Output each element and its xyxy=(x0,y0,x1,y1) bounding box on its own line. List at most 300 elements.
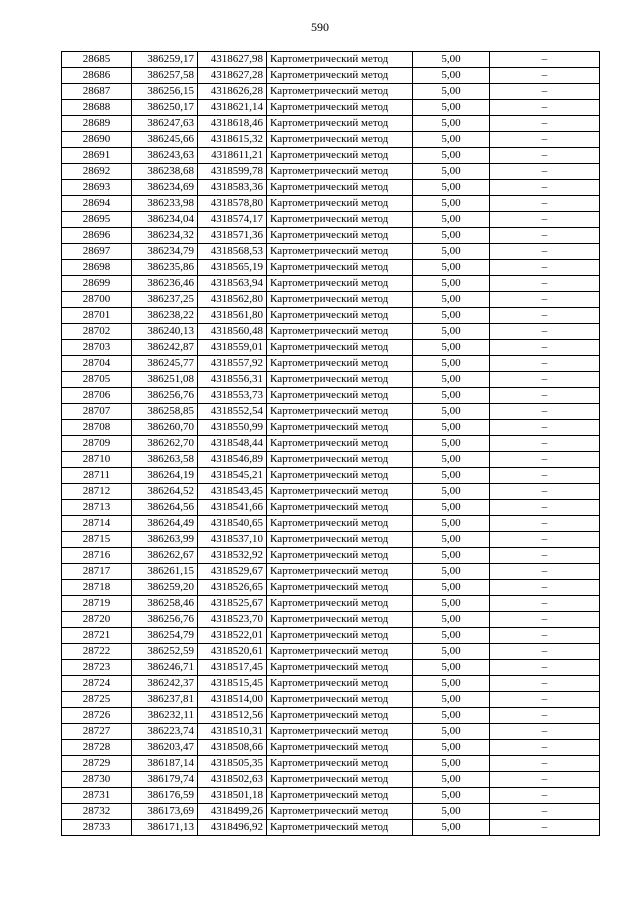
point-number-cell: 28692 xyxy=(62,164,132,180)
method-cell: Картометрический метод xyxy=(267,612,413,628)
table-row xyxy=(62,820,600,836)
method-cell: Картометрический метод xyxy=(267,116,413,132)
accuracy-cell: 5,00 xyxy=(413,468,490,484)
point-number-cell: 28700 xyxy=(62,292,132,308)
table-row xyxy=(62,308,600,324)
x-coordinate-cell: 386171,13 xyxy=(132,820,198,836)
accuracy-cell: 5,00 xyxy=(413,404,490,420)
table-row xyxy=(62,772,600,788)
table-row xyxy=(62,708,600,724)
table-row xyxy=(62,276,600,292)
table-row xyxy=(62,804,600,820)
table-row xyxy=(62,692,600,708)
y-coordinate-cell: 4318499,26 xyxy=(198,804,267,820)
y-coordinate-cell: 4318501,18 xyxy=(198,788,267,804)
table-row xyxy=(62,612,600,628)
point-number-cell: 28730 xyxy=(62,772,132,788)
note-cell: – xyxy=(490,164,600,180)
method-cell: Картометрический метод xyxy=(267,452,413,468)
y-coordinate-cell: 4318514,00 xyxy=(198,692,267,708)
method-cell: Картометрический метод xyxy=(267,372,413,388)
accuracy-cell: 5,00 xyxy=(413,372,490,388)
table-row xyxy=(62,132,600,148)
accuracy-cell: 5,00 xyxy=(413,52,490,68)
point-number-cell: 28710 xyxy=(62,452,132,468)
x-coordinate-cell: 386223,74 xyxy=(132,724,198,740)
point-number-cell: 28725 xyxy=(62,692,132,708)
point-number-cell: 28717 xyxy=(62,564,132,580)
method-cell: Картометрический метод xyxy=(267,420,413,436)
x-coordinate-cell: 386258,85 xyxy=(132,404,198,420)
point-number-cell: 28686 xyxy=(62,68,132,84)
y-coordinate-cell: 4318522,01 xyxy=(198,628,267,644)
accuracy-cell: 5,00 xyxy=(413,324,490,340)
y-coordinate-cell: 4318517,45 xyxy=(198,660,267,676)
y-coordinate-cell: 4318627,28 xyxy=(198,68,267,84)
accuracy-cell: 5,00 xyxy=(413,356,490,372)
x-coordinate-cell: 386242,87 xyxy=(132,340,198,356)
x-coordinate-cell: 386260,70 xyxy=(132,420,198,436)
table-row xyxy=(62,180,600,196)
method-cell: Картометрический метод xyxy=(267,180,413,196)
table-row xyxy=(62,148,600,164)
note-cell: – xyxy=(490,84,600,100)
point-number-cell: 28731 xyxy=(62,788,132,804)
y-coordinate-cell: 4318599,78 xyxy=(198,164,267,180)
x-coordinate-cell: 386256,76 xyxy=(132,388,198,404)
y-coordinate-cell: 4318621,14 xyxy=(198,100,267,116)
page-number: 590 xyxy=(311,20,329,34)
x-coordinate-cell: 386256,76 xyxy=(132,612,198,628)
note-cell: – xyxy=(490,100,600,116)
note-cell: – xyxy=(490,244,600,260)
accuracy-cell: 5,00 xyxy=(413,196,490,212)
table-row xyxy=(62,228,600,244)
method-cell: Картометрический метод xyxy=(267,52,413,68)
table-row xyxy=(62,244,600,260)
table-row xyxy=(62,356,600,372)
note-cell: – xyxy=(490,532,600,548)
note-cell: – xyxy=(490,132,600,148)
table-row xyxy=(62,292,600,308)
method-cell: Картометрический метод xyxy=(267,356,413,372)
method-cell: Картометрический метод xyxy=(267,756,413,772)
y-coordinate-cell: 4318541,66 xyxy=(198,500,267,516)
x-coordinate-cell: 386179,74 xyxy=(132,772,198,788)
method-cell: Картометрический метод xyxy=(267,84,413,100)
method-cell: Картометрический метод xyxy=(267,148,413,164)
table-row xyxy=(62,580,600,596)
point-number-cell: 28711 xyxy=(62,468,132,484)
note-cell: – xyxy=(490,52,600,68)
accuracy-cell: 5,00 xyxy=(413,580,490,596)
note-cell: – xyxy=(490,756,600,772)
point-number-cell: 28726 xyxy=(62,708,132,724)
x-coordinate-cell: 386254,79 xyxy=(132,628,198,644)
table-row xyxy=(62,324,600,340)
note-cell: – xyxy=(490,580,600,596)
note-cell: – xyxy=(490,708,600,724)
point-number-cell: 28707 xyxy=(62,404,132,420)
method-cell: Картометрический метод xyxy=(267,308,413,324)
table-row xyxy=(62,84,600,100)
x-coordinate-cell: 386264,52 xyxy=(132,484,198,500)
point-number-cell: 28687 xyxy=(62,84,132,100)
accuracy-cell: 5,00 xyxy=(413,788,490,804)
point-number-cell: 28704 xyxy=(62,356,132,372)
method-cell: Картометрический метод xyxy=(267,260,413,276)
method-cell: Картометрический метод xyxy=(267,164,413,180)
note-cell: – xyxy=(490,484,600,500)
method-cell: Картометрический метод xyxy=(267,68,413,84)
method-cell: Картометрический метод xyxy=(267,276,413,292)
y-coordinate-cell: 4318543,45 xyxy=(198,484,267,500)
point-number-cell: 28715 xyxy=(62,532,132,548)
point-number-cell: 28702 xyxy=(62,324,132,340)
y-coordinate-cell: 4318505,35 xyxy=(198,756,267,772)
method-cell: Картометрический метод xyxy=(267,772,413,788)
table-row xyxy=(62,756,600,772)
accuracy-cell: 5,00 xyxy=(413,644,490,660)
x-coordinate-cell: 386237,25 xyxy=(132,292,198,308)
table-row xyxy=(62,564,600,580)
note-cell: – xyxy=(490,724,600,740)
y-coordinate-cell: 4318568,53 xyxy=(198,244,267,260)
note-cell: – xyxy=(490,564,600,580)
note-cell: – xyxy=(490,436,600,452)
x-coordinate-cell: 386262,67 xyxy=(132,548,198,564)
accuracy-cell: 5,00 xyxy=(413,516,490,532)
point-number-cell: 28721 xyxy=(62,628,132,644)
point-number-cell: 28705 xyxy=(62,372,132,388)
point-number-cell: 28729 xyxy=(62,756,132,772)
method-cell: Картометрический метод xyxy=(267,532,413,548)
point-number-cell: 28733 xyxy=(62,820,132,836)
y-coordinate-cell: 4318540,65 xyxy=(198,516,267,532)
point-number-cell: 28706 xyxy=(62,388,132,404)
point-number-cell: 28698 xyxy=(62,260,132,276)
x-coordinate-cell: 386264,19 xyxy=(132,468,198,484)
accuracy-cell: 5,00 xyxy=(413,212,490,228)
method-cell: Картометрический метод xyxy=(267,628,413,644)
method-cell: Картометрический метод xyxy=(267,500,413,516)
table-row xyxy=(62,420,600,436)
note-cell: – xyxy=(490,148,600,164)
point-number-cell: 28708 xyxy=(62,420,132,436)
table-row xyxy=(62,164,600,180)
table-row xyxy=(62,740,600,756)
table-row xyxy=(62,596,600,612)
table-row xyxy=(62,404,600,420)
note-cell: – xyxy=(490,372,600,388)
accuracy-cell: 5,00 xyxy=(413,388,490,404)
accuracy-cell: 5,00 xyxy=(413,708,490,724)
x-coordinate-cell: 386259,17 xyxy=(132,52,198,68)
y-coordinate-cell: 4318512,56 xyxy=(198,708,267,724)
accuracy-cell: 5,00 xyxy=(413,532,490,548)
method-cell: Картометрический метод xyxy=(267,804,413,820)
table-row xyxy=(62,724,600,740)
y-coordinate-cell: 4318529,67 xyxy=(198,564,267,580)
note-cell: – xyxy=(490,820,600,836)
accuracy-cell: 5,00 xyxy=(413,100,490,116)
point-number-cell: 28713 xyxy=(62,500,132,516)
note-cell: – xyxy=(490,772,600,788)
x-coordinate-cell: 386232,11 xyxy=(132,708,198,724)
table-row xyxy=(62,388,600,404)
method-cell: Картометрический метод xyxy=(267,132,413,148)
point-number-cell: 28696 xyxy=(62,228,132,244)
table-row xyxy=(62,500,600,516)
note-cell: – xyxy=(490,516,600,532)
x-coordinate-cell: 386243,63 xyxy=(132,148,198,164)
x-coordinate-cell: 386238,22 xyxy=(132,308,198,324)
x-coordinate-cell: 386187,14 xyxy=(132,756,198,772)
method-cell: Картометрический метод xyxy=(267,740,413,756)
method-cell: Картометрический метод xyxy=(267,404,413,420)
method-cell: Картометрический метод xyxy=(267,292,413,308)
y-coordinate-cell: 4318618,46 xyxy=(198,116,267,132)
table-row xyxy=(62,532,600,548)
point-number-cell: 28697 xyxy=(62,244,132,260)
x-coordinate-cell: 386233,98 xyxy=(132,196,198,212)
accuracy-cell: 5,00 xyxy=(413,116,490,132)
note-cell: – xyxy=(490,292,600,308)
table-row xyxy=(62,516,600,532)
note-cell: – xyxy=(490,596,600,612)
point-number-cell: 28719 xyxy=(62,596,132,612)
table-row xyxy=(62,212,600,228)
table-row xyxy=(62,788,600,804)
y-coordinate-cell: 4318562,80 xyxy=(198,292,267,308)
point-number-cell: 28693 xyxy=(62,180,132,196)
x-coordinate-cell: 386236,46 xyxy=(132,276,198,292)
table-row xyxy=(62,660,600,676)
y-coordinate-cell: 4318552,54 xyxy=(198,404,267,420)
point-number-cell: 28688 xyxy=(62,100,132,116)
table-row xyxy=(62,340,600,356)
y-coordinate-cell: 4318583,36 xyxy=(198,180,267,196)
note-cell: – xyxy=(490,68,600,84)
x-coordinate-cell: 386264,56 xyxy=(132,500,198,516)
note-cell: – xyxy=(490,324,600,340)
accuracy-cell: 5,00 xyxy=(413,452,490,468)
method-cell: Картометрический метод xyxy=(267,676,413,692)
point-number-cell: 28714 xyxy=(62,516,132,532)
y-coordinate-cell: 4318520,61 xyxy=(198,644,267,660)
x-coordinate-cell: 386251,08 xyxy=(132,372,198,388)
y-coordinate-cell: 4318510,31 xyxy=(198,724,267,740)
y-coordinate-cell: 4318611,21 xyxy=(198,148,267,164)
x-coordinate-cell: 386259,20 xyxy=(132,580,198,596)
point-number-cell: 28689 xyxy=(62,116,132,132)
y-coordinate-cell: 4318578,80 xyxy=(198,196,267,212)
note-cell: – xyxy=(490,116,600,132)
note-cell: – xyxy=(490,196,600,212)
table-row xyxy=(62,468,600,484)
x-coordinate-cell: 386256,15 xyxy=(132,84,198,100)
point-number-cell: 28709 xyxy=(62,436,132,452)
x-coordinate-cell: 386240,13 xyxy=(132,324,198,340)
method-cell: Картометрический метод xyxy=(267,100,413,116)
method-cell: Картометрический метод xyxy=(267,596,413,612)
method-cell: Картометрический метод xyxy=(267,340,413,356)
y-coordinate-cell: 4318557,92 xyxy=(198,356,267,372)
table-row xyxy=(62,484,600,500)
accuracy-cell: 5,00 xyxy=(413,340,490,356)
accuracy-cell: 5,00 xyxy=(413,740,490,756)
x-coordinate-cell: 386250,17 xyxy=(132,100,198,116)
point-number-cell: 28712 xyxy=(62,484,132,500)
note-cell: – xyxy=(490,500,600,516)
table-row xyxy=(62,628,600,644)
y-coordinate-cell: 4318627,98 xyxy=(198,52,267,68)
accuracy-cell: 5,00 xyxy=(413,276,490,292)
x-coordinate-cell: 386264,49 xyxy=(132,516,198,532)
x-coordinate-cell: 386261,15 xyxy=(132,564,198,580)
accuracy-cell: 5,00 xyxy=(413,500,490,516)
method-cell: Картометрический метод xyxy=(267,660,413,676)
accuracy-cell: 5,00 xyxy=(413,756,490,772)
x-coordinate-cell: 386173,69 xyxy=(132,804,198,820)
accuracy-cell: 5,00 xyxy=(413,660,490,676)
y-coordinate-cell: 4318574,17 xyxy=(198,212,267,228)
note-cell: – xyxy=(490,228,600,244)
point-number-cell: 28690 xyxy=(62,132,132,148)
table-row xyxy=(62,52,600,68)
x-coordinate-cell: 386234,32 xyxy=(132,228,198,244)
note-cell: – xyxy=(490,692,600,708)
note-cell: – xyxy=(490,628,600,644)
note-cell: – xyxy=(490,180,600,196)
y-coordinate-cell: 4318515,45 xyxy=(198,676,267,692)
y-coordinate-cell: 4318526,65 xyxy=(198,580,267,596)
accuracy-cell: 5,00 xyxy=(413,804,490,820)
x-coordinate-cell: 386262,70 xyxy=(132,436,198,452)
table-row xyxy=(62,372,600,388)
note-cell: – xyxy=(490,804,600,820)
x-coordinate-cell: 386242,37 xyxy=(132,676,198,692)
note-cell: – xyxy=(490,468,600,484)
method-cell: Картометрический метод xyxy=(267,388,413,404)
table-row xyxy=(62,644,600,660)
accuracy-cell: 5,00 xyxy=(413,724,490,740)
method-cell: Картометрический метод xyxy=(267,564,413,580)
accuracy-cell: 5,00 xyxy=(413,548,490,564)
x-coordinate-cell: 386245,66 xyxy=(132,132,198,148)
x-coordinate-cell: 386252,59 xyxy=(132,644,198,660)
point-number-cell: 28720 xyxy=(62,612,132,628)
y-coordinate-cell: 4318553,73 xyxy=(198,388,267,404)
note-cell: – xyxy=(490,276,600,292)
note-cell: – xyxy=(490,420,600,436)
y-coordinate-cell: 4318556,31 xyxy=(198,372,267,388)
x-coordinate-cell: 386203,47 xyxy=(132,740,198,756)
method-cell: Картометрический метод xyxy=(267,788,413,804)
method-cell: Картометрический метод xyxy=(267,436,413,452)
accuracy-cell: 5,00 xyxy=(413,68,490,84)
accuracy-cell: 5,00 xyxy=(413,596,490,612)
y-coordinate-cell: 4318563,94 xyxy=(198,276,267,292)
accuracy-cell: 5,00 xyxy=(413,260,490,276)
method-cell: Картометрический метод xyxy=(267,724,413,740)
table-row xyxy=(62,548,600,564)
note-cell: – xyxy=(490,612,600,628)
y-coordinate-cell: 4318537,10 xyxy=(198,532,267,548)
table-row xyxy=(62,260,600,276)
table-row xyxy=(62,452,600,468)
method-cell: Картометрический метод xyxy=(267,692,413,708)
x-coordinate-cell: 386245,77 xyxy=(132,356,198,372)
x-coordinate-cell: 386257,58 xyxy=(132,68,198,84)
note-cell: – xyxy=(490,260,600,276)
point-number-cell: 28701 xyxy=(62,308,132,324)
table-row xyxy=(62,436,600,452)
accuracy-cell: 5,00 xyxy=(413,484,490,500)
x-coordinate-cell: 386263,99 xyxy=(132,532,198,548)
y-coordinate-cell: 4318508,66 xyxy=(198,740,267,756)
y-coordinate-cell: 4318571,36 xyxy=(198,228,267,244)
accuracy-cell: 5,00 xyxy=(413,564,490,580)
point-number-cell: 28716 xyxy=(62,548,132,564)
method-cell: Картометрический метод xyxy=(267,484,413,500)
accuracy-cell: 5,00 xyxy=(413,436,490,452)
table-row xyxy=(62,100,600,116)
accuracy-cell: 5,00 xyxy=(413,244,490,260)
point-number-cell: 28723 xyxy=(62,660,132,676)
point-number-cell: 28728 xyxy=(62,740,132,756)
y-coordinate-cell: 4318496,92 xyxy=(198,820,267,836)
y-coordinate-cell: 4318545,21 xyxy=(198,468,267,484)
x-coordinate-cell: 386234,04 xyxy=(132,212,198,228)
point-number-cell: 28718 xyxy=(62,580,132,596)
accuracy-cell: 5,00 xyxy=(413,84,490,100)
y-coordinate-cell: 4318523,70 xyxy=(198,612,267,628)
y-coordinate-cell: 4318532,92 xyxy=(198,548,267,564)
note-cell: – xyxy=(490,676,600,692)
x-coordinate-cell: 386237,81 xyxy=(132,692,198,708)
method-cell: Картометрический метод xyxy=(267,196,413,212)
accuracy-cell: 5,00 xyxy=(413,676,490,692)
note-cell: – xyxy=(490,404,600,420)
y-coordinate-cell: 4318550,99 xyxy=(198,420,267,436)
note-cell: – xyxy=(490,452,600,468)
x-coordinate-cell: 386258,46 xyxy=(132,596,198,612)
table-row xyxy=(62,116,600,132)
point-number-cell: 28685 xyxy=(62,52,132,68)
point-number-cell: 28722 xyxy=(62,644,132,660)
accuracy-cell: 5,00 xyxy=(413,820,490,836)
point-number-cell: 28691 xyxy=(62,148,132,164)
x-coordinate-cell: 386238,68 xyxy=(132,164,198,180)
point-number-cell: 28724 xyxy=(62,676,132,692)
point-number-cell: 28703 xyxy=(62,340,132,356)
point-number-cell: 28695 xyxy=(62,212,132,228)
y-coordinate-cell: 4318615,32 xyxy=(198,132,267,148)
y-coordinate-cell: 4318548,44 xyxy=(198,436,267,452)
method-cell: Картометрический метод xyxy=(267,644,413,660)
note-cell: – xyxy=(490,308,600,324)
y-coordinate-cell: 4318565,19 xyxy=(198,260,267,276)
accuracy-cell: 5,00 xyxy=(413,132,490,148)
point-number-cell: 28694 xyxy=(62,196,132,212)
x-coordinate-cell: 386234,69 xyxy=(132,180,198,196)
y-coordinate-cell: 4318561,80 xyxy=(198,308,267,324)
method-cell: Картометрический метод xyxy=(267,228,413,244)
x-coordinate-cell: 386247,63 xyxy=(132,116,198,132)
method-cell: Картометрический метод xyxy=(267,468,413,484)
accuracy-cell: 5,00 xyxy=(413,692,490,708)
